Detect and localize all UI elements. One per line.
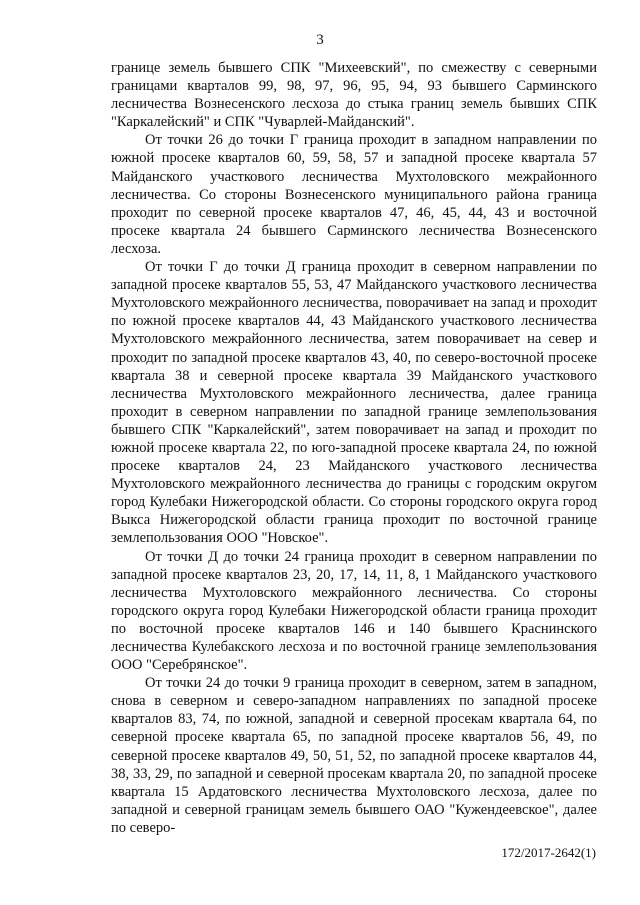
paragraph-point-26-to-g: От точки 26 до точки Г граница проходит в западном направлении по южной просеке кварталов 60, 59, 58, 57 и западной просеке квартала 57 Майданского участкового лесничества Мухтоловского межрайонного лесничества. Со стороны Вознесенского муниципального района граница проходит по северной просеке кварталов 47, 46, 45, 44, 43 и восточной просеке квартала 24 бывшего Сарминского лесничества Вознесенского лесхоза. [111, 132, 597, 257]
paragraph-point-g-to-d: От точки Г до точки Д граница проходит в северном направлении по западной просеке кварталов 55, 53, 47 Майданского участкового лесничества Мухтоловского межрайонного лесничества, поворачивает на запад и проходит по южной просеке кварталов 44, 43 Майданского участкового лесничества Мухтоловского межрайонного лесничества, затем поворачивает на север и проходит по западной просеке кварталов 43, 40, по северо-восточной просеке квартала 38 и северной просеке квартала 39 Майданского участкового лесничества Мухтоловского межрайонного лесничества, далее граница проходит в северном направлении по западной границе землепользования бывшего СПК "Каркалейский", затем поворачивает на запад и проходит по южной просеке квартала 22, по юго-западной просеке квартала 24, по южной просеке кварталов 24, 23 Майданского участкового лесничества Мухтоловского межрайонного лесничества до границы с городским округом город Кулебаки Нижегородской области. Со стороны городского округа город Выкса Нижегородской области граница проходит по восточной границе землепользования ООО "Новское". [111, 259, 597, 547]
paragraph-point-d-to-24: От точки Д до точки 24 граница проходит в северном направлении по западной просеке кварталов 23, 20, 17, 14, 11, 8, 1 Майданского участкового лесничества Мухтоловского межрайонного лесничества. Со стороны городского округа город Кулебаки Нижегородской области граница проходит по восточной просеке кварталов 146 и 140 бывшего Краснинского лесничества Кулебакского лесхоза и по восточной границе землепользования ООО "Серебрянское". [111, 548, 597, 674]
document-code: 172/2017-2642(1) [501, 845, 596, 860]
paragraph-continuation: границе земель бывшего СПК "Михеевский", по смежеству с северными границами кварталов 99, 98, 97, 96, 95, 94, 93 бывшего Сарминского лесничества Вознесенского лесхоза до стыка границ земель бывших СПК "Каркалейский" и СПК "Чуварлей-Майданский". [111, 60, 597, 131]
body-text [111, 59, 597, 837]
page-number: 3 [316, 32, 324, 48]
paragraph-point-24-to-9: От точки 24 до точки 9 граница проходит в северном, затем в западном, снова в северном и северо-западном направлениях по западной просеке кварталов 83, 74, по южной, западной и северной просекам квартала 64, по северной просеке квартала 65, по западной просеке кварталов 56, 49, по северной просеке кварталов 49, 50, 51, 52, по западной просеке кварталов 44, 38, 33, 29, по западной и северной просекам квартала 20, по западной просеке квартала 15 Ардатовского лесничества Мухтоловского лесхоза, далее по западной и северной границам земель бывшего ОАО "Кужендеевское", далее по северо- [111, 675, 597, 836]
